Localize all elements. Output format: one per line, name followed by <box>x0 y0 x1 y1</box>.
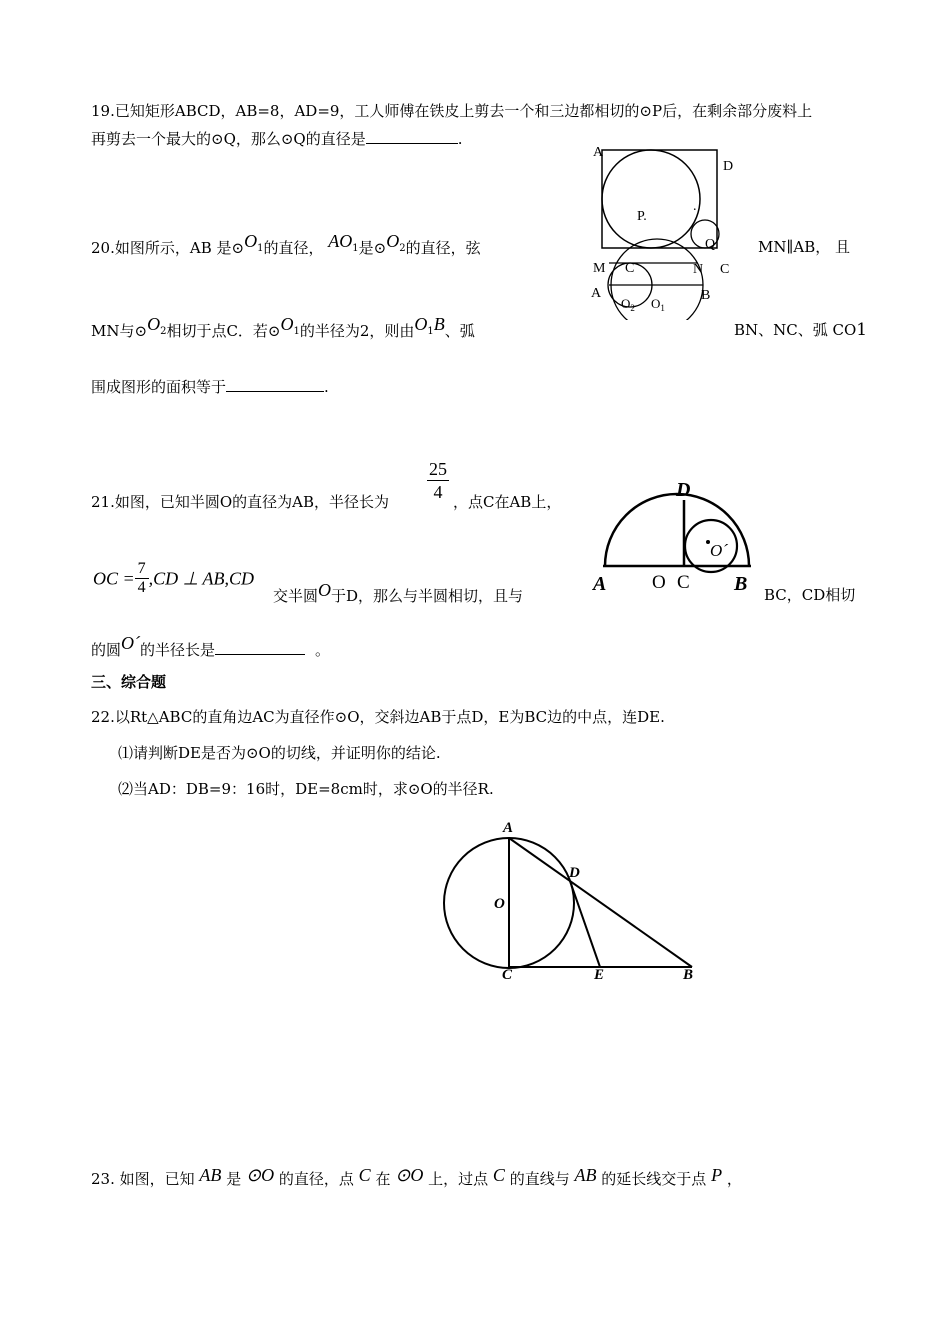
q20-text-l2f: 1 <box>856 320 868 340</box>
q20-o1-b-sub: 1 <box>293 326 300 337</box>
q23-p: P <box>711 1165 723 1185</box>
label-p: P. <box>637 209 647 224</box>
q20-line3 <box>91 377 329 397</box>
label-b: B <box>734 573 748 595</box>
q20-line1-right: MN∥AB， 且 <box>758 238 851 256</box>
q19-line1: 19.已知矩形ABCD，AB=8，AD=9，工人师傅在铁皮上剪去一个和三边都相切的⊙P后，在剩余部分废料上 <box>91 102 813 120</box>
label-o: O <box>494 896 505 912</box>
q19-tail: . <box>457 130 463 148</box>
label-o1: $O_1$ <box>651 296 665 313</box>
q20-text-l2c: 的半径为2，则由 <box>299 322 415 340</box>
q23-text-g: 的延长线交于点 <box>601 1170 707 1188</box>
section-title: 三、综合题 <box>91 673 167 691</box>
q20-text-d: 的直径，弦 <box>405 239 481 257</box>
q20-o1b-sub: 1 <box>427 326 434 337</box>
label-d: D <box>569 865 580 881</box>
circle-p <box>602 150 700 248</box>
label-o: O <box>652 572 666 593</box>
q23-text-h: ， <box>726 1170 742 1188</box>
q20-text-l2b: 相切于点C．若⊙ <box>166 322 281 340</box>
q21-op: O´ <box>121 633 141 653</box>
q20-ao1-sub: 1 <box>352 243 359 254</box>
q20-tail: . <box>324 378 329 396</box>
label-o2: $O_2$ <box>621 296 635 313</box>
q21-text-l3b: 的半径长是 <box>140 641 216 659</box>
q21-formula <box>93 560 254 597</box>
q21-oc-frac <box>135 560 149 597</box>
q21-line1b: ，点C在AB上， <box>453 493 562 511</box>
q23-c: C <box>358 1165 371 1185</box>
q23-text-f: 的直线与 <box>509 1170 570 1188</box>
q21-frac <box>425 458 451 503</box>
q21-tail: 。 <box>315 641 331 659</box>
q20-o2-b: O <box>147 314 161 334</box>
label-n: N <box>693 262 704 277</box>
label-a: A <box>503 820 514 836</box>
q21-oc: OC = <box>93 568 135 589</box>
q23-ab: AB <box>199 1165 222 1185</box>
q21-oc-den: 4 <box>135 578 149 597</box>
q20-o1-b: O <box>280 314 294 334</box>
q23-text-d: 在 <box>375 1170 391 1188</box>
q21-oc-rest: ,CD ⊥ AB,CD <box>148 568 255 589</box>
q21-line3 <box>91 633 331 660</box>
q20-line2-left <box>91 314 475 344</box>
q20-o2-b-sub: 2 <box>160 326 167 337</box>
q20-text-l2e: BN、NC、弧 CO <box>734 321 857 339</box>
q22-line2: ⑴请判断DE是否为⊙O的切线，并证明你的结论. <box>118 744 441 762</box>
label-c2: C <box>720 262 730 277</box>
q23-text-b: 是 <box>226 1170 242 1188</box>
q21-o: O <box>318 580 332 600</box>
q20-text-c: 是⊙ <box>358 239 387 257</box>
label-a2: A <box>591 286 602 301</box>
q20-o1-sub: 1 <box>257 243 264 254</box>
q21-blank <box>215 640 305 655</box>
q23-text-c: 的直径，点 <box>278 1170 354 1188</box>
q23-text-e: 上，过点 <box>428 1170 489 1188</box>
q21-text-l2b: 于D，那么与半圆相切，且与 <box>331 587 524 605</box>
q21-line2c: BC，CD相切 <box>764 586 856 604</box>
q19-blank <box>366 129 458 144</box>
q21-oc-num: 7 <box>137 560 146 577</box>
label-a: A <box>593 573 607 595</box>
q23-c2: C <box>492 1165 505 1185</box>
q20-text-b: 的直径， <box>263 239 324 257</box>
q20-o1b: O <box>414 314 428 334</box>
q20-b: B <box>433 314 445 334</box>
q20-text-l3: 围成图形的面积等于 <box>91 378 227 396</box>
label-c: C <box>677 572 690 593</box>
label-b: B <box>683 967 694 980</box>
q23-line1 <box>91 1165 742 1189</box>
label-c: C <box>625 261 635 276</box>
q20-text-l2d: 、弧 <box>444 322 475 340</box>
q21-line2a <box>273 580 524 606</box>
q23-text-a: 23. 如图，已知 <box>91 1170 195 1188</box>
q22-line3: ⑵当AD：DB=9：16时，DE=8cm时，求⊙O的半径R. <box>118 780 494 798</box>
label-q: Q <box>705 237 716 252</box>
q19-q20-figure <box>585 140 745 320</box>
q19-text: 再剪去一个最大的⊙Q，那么⊙Q的直径是 <box>91 130 366 148</box>
q20-text-a: 20.如图所示，AB 是⊙ <box>91 239 245 257</box>
label-d: D <box>676 479 691 501</box>
q20-o2-sub: 2 <box>399 243 406 254</box>
q20-line2-right <box>734 320 867 340</box>
q23-circle-o: ⊙O <box>245 1165 275 1185</box>
q23-ab2: AB <box>574 1165 597 1185</box>
label-a: A <box>593 145 604 160</box>
q20-ao1: AO <box>328 231 353 251</box>
q20-o2: O <box>386 231 400 251</box>
label-b: B <box>701 288 711 303</box>
q20-line1-left <box>91 231 481 261</box>
label-dot: . <box>693 199 697 214</box>
label-d: D <box>723 159 734 174</box>
segment-ab <box>509 838 692 967</box>
label-o-prime: O´ <box>710 541 728 560</box>
q19-line2 <box>91 129 463 149</box>
label-m: M <box>593 261 606 276</box>
q21-frac-den: 4 <box>427 480 449 503</box>
label-c: C <box>502 967 513 980</box>
q21-text-l2a: 交半圆 <box>273 587 319 605</box>
q22-line1: 22.以Rt△ABC的直角边AC为直径作⊙O，交斜边AB于点D，E为BC边的中点，连DE. <box>91 708 665 726</box>
label-e: E <box>594 967 605 980</box>
q21-text-l3a: 的圆 <box>91 641 122 659</box>
q21-figure <box>588 474 763 599</box>
q21-frac-num: 25 <box>429 459 447 479</box>
q21-line1a: 21.如图，已知半圆O的直径为AB，半径长为 <box>91 493 390 511</box>
q20-text-l2a: MN与⊙ <box>91 322 148 340</box>
q23-circle-o2: ⊙O <box>395 1165 424 1185</box>
q20-blank <box>226 377 324 392</box>
q22-figure <box>430 815 710 980</box>
segment-de <box>570 881 600 967</box>
q20-o1: O <box>244 231 258 251</box>
